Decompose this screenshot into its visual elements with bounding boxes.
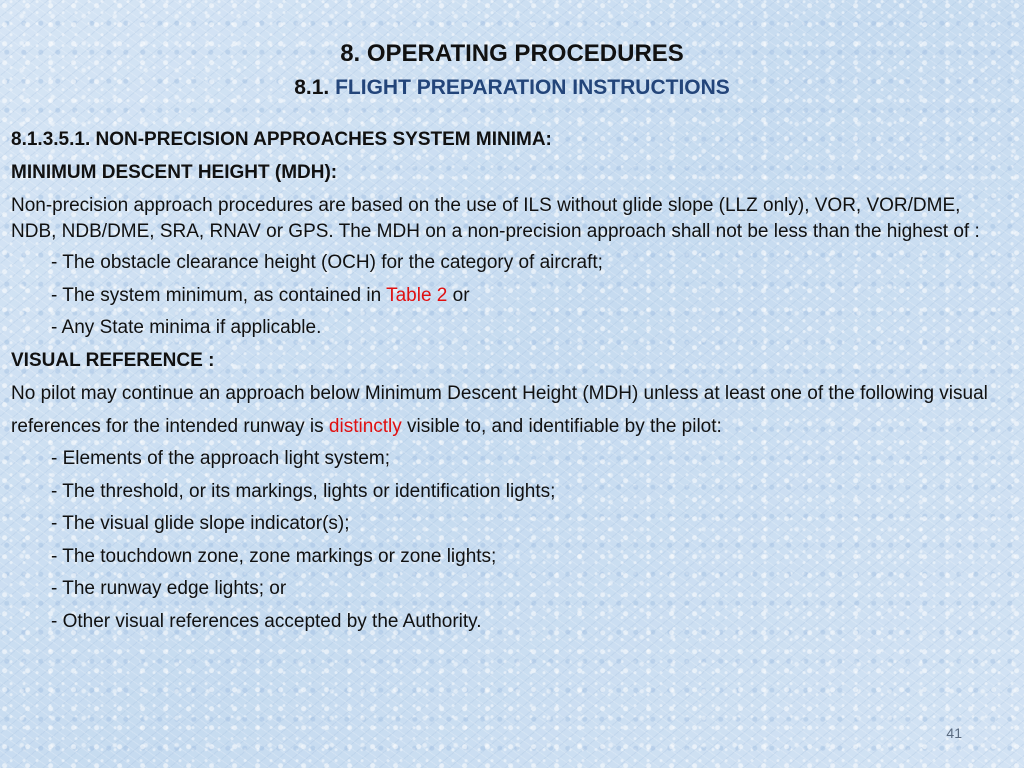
table-2-reference: Table 2	[386, 284, 448, 306]
mdh-item	[11, 280, 1011, 313]
visual-item: - The runway edge lights; or	[51, 578, 287, 599]
visual-item: - The threshold, or its markings, lights or identification lights;	[51, 480, 556, 502]
mdh-item: - Any State minima if applicable.	[51, 317, 322, 338]
visual-item: - Elements of the approach light system;	[51, 448, 390, 469]
visual-paragraph-text: No pilot may continue an approach below Minimum Descent Height (MDH) unless at least one of the following visual references for the intended runway is	[11, 383, 988, 437]
visual-reference-heading: VISUAL REFERENCE :	[11, 349, 215, 371]
slide-body	[11, 124, 1011, 638]
subtitle-number: 8.1.	[294, 76, 330, 99]
section-heading: 8.1.3.5.1. NON-PRECISION APPROACHES SYSTEM MINIMA:	[11, 129, 552, 150]
slide-subtitle	[0, 75, 1024, 101]
mdh-paragraph: Non-precision approach procedures are based on the use of ILS without glide slope (LLZ only), VOR, VOR/DME, NDB, NDB/DME, SRA, RNAV or GPS. The MDH on a non-precision approach shall not be less than the highest of :	[11, 195, 980, 242]
mdh-item: - The obstacle clearance height (OCH) for the category of aircraft;	[51, 252, 603, 273]
subtitle-text: FLIGHT PREPARATION INSTRUCTIONS	[335, 76, 730, 99]
mdh-item-text: - The system minimum, as contained in	[51, 284, 387, 306]
page-number: 41	[946, 725, 962, 741]
visual-item: - Other visual references accepted by the Authority.	[51, 610, 482, 632]
visual-paragraph-text: visible to, and identifiable by the pilot:	[401, 416, 722, 437]
visual-item: - The visual glide slope indicator(s);	[51, 513, 350, 534]
distinctly-emphasis: distinctly	[328, 416, 402, 437]
mdh-heading: MINIMUM DESCENT HEIGHT (MDH):	[11, 161, 338, 183]
visual-reference-paragraph	[11, 377, 1011, 443]
visual-item: - The touchdown zone, zone markings or zone lights;	[51, 545, 497, 567]
slide-title: 8. OPERATING PROCEDURES	[340, 40, 684, 67]
mdh-item-text: or	[447, 284, 470, 306]
